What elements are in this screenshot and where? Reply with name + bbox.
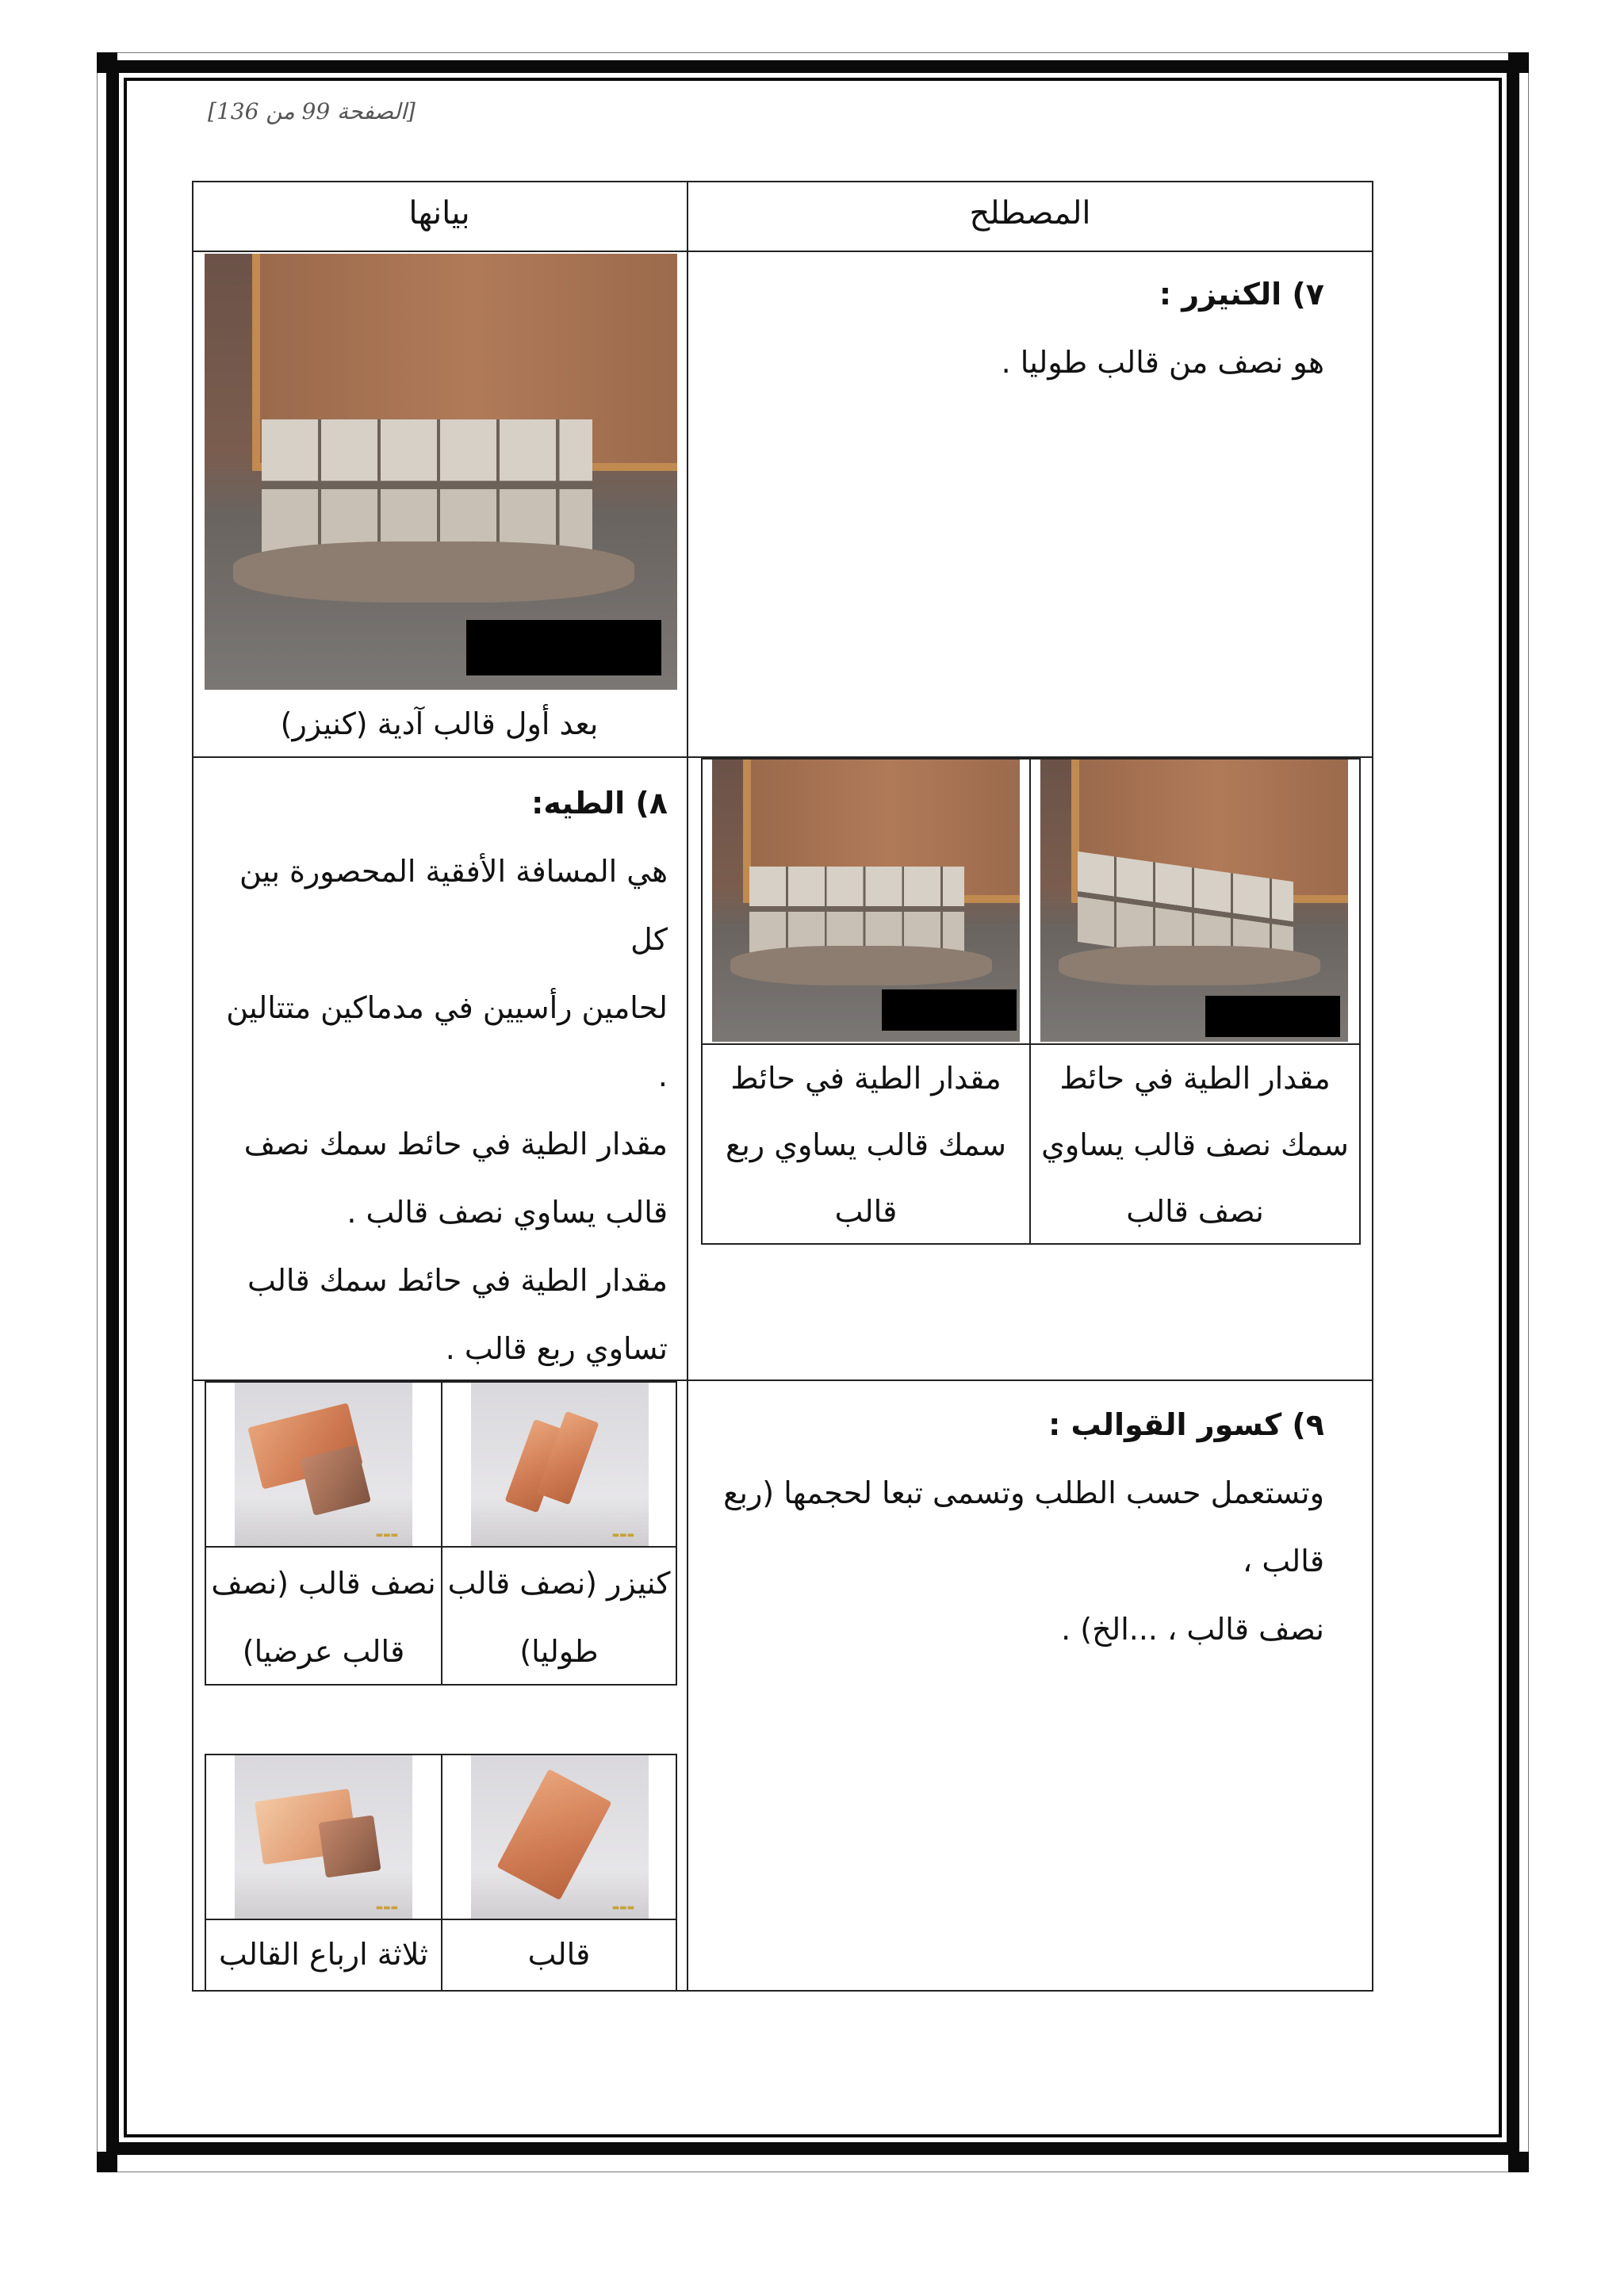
- frame-corner: [97, 52, 117, 73]
- header-term: المصطلح: [969, 195, 1091, 232]
- caption-lap-one-brick: مقدار الطية في حائط سمك قالب يساوي ربع قالب: [725, 1061, 1006, 1229]
- photo-brick-kinizer: [471, 1383, 649, 1546]
- brick-fragments-table-2: [205, 1754, 677, 1990]
- row-8-line-3: مقدار الطية في حائط سمك نصف: [243, 1127, 668, 1161]
- row-8-line-1: هي المسافة الأفقية المحصورة بين كل: [239, 854, 668, 957]
- label-brick-half-crosswise: نصف قالب (نصف قالب عرضيا): [211, 1566, 436, 1669]
- row-7-body: هو نصف من قالب طوليا .: [1001, 345, 1324, 380]
- photo-lap-half-brick-wall: [1040, 760, 1348, 1042]
- photo-kinizer-wall: [205, 254, 677, 690]
- frame-corner: [1508, 2152, 1529, 2172]
- photo-datestamp: ▬▬▬: [375, 1530, 399, 1540]
- caption-lap-half-brick: مقدار الطية في حائط سمك نصف قالب يساوي نصف قالب: [1041, 1061, 1349, 1229]
- redaction-box: [882, 989, 1017, 1031]
- page-number: [الصفحة 99 من 136]: [208, 98, 416, 124]
- row-8-line-4: قالب يساوي نصف قالب .: [347, 1195, 668, 1230]
- caption-kinizer: بعد أول قالب آدية (كنيزر): [280, 706, 599, 741]
- label-brick-three-quarters: ثلاثة ارباع القالب: [219, 1937, 428, 1972]
- redaction-box: [1205, 996, 1340, 1037]
- label-brick-kinizer: كنيزر (نصف قالب طوليا): [447, 1566, 671, 1669]
- row-7-title: ٧) الكنيزر :: [1159, 277, 1324, 312]
- row-9-title: ٩) كسور القوالب :: [1048, 1407, 1324, 1442]
- brick-fragments-table-1: [205, 1381, 677, 1686]
- label-brick-full: قالب: [527, 1937, 591, 1972]
- row-8-term: [208, 769, 668, 1383]
- frame-corner: [97, 2152, 117, 2172]
- row-9-term: [699, 1391, 1324, 1663]
- row-8-title: ٨) الطيه:: [531, 786, 668, 821]
- photo-lap-one-brick-wall: [712, 760, 1020, 1042]
- row-7-term: [699, 260, 1324, 396]
- row-9-line-2: نصف قالب ، ...الخ) .: [1061, 1612, 1324, 1647]
- photo-brick-full: [471, 1755, 649, 1919]
- header-description: بيانها: [408, 195, 470, 232]
- lap-images-table: [701, 758, 1361, 1245]
- photo-datestamp: ▬▬▬: [611, 1903, 635, 1912]
- photo-brick-half-crosswise: [235, 1383, 412, 1546]
- photo-brick-three-quarters: [235, 1755, 412, 1919]
- row-8-line-6: تساوي ربع قالب .: [445, 1331, 668, 1366]
- row-8-line-5: مقدار الطية في حائط سمك قالب: [247, 1263, 668, 1298]
- frame-corner: [1508, 52, 1529, 73]
- photo-datestamp: ▬▬▬: [375, 1903, 399, 1912]
- row-8-line-2: لحامين رأسيين في مدماكين متتالين .: [226, 990, 668, 1093]
- terms-table: [192, 181, 1373, 1993]
- row-9-line-1: وتستعمل حسب الطلب وتسمى تبعا لحجمها (ربع قالب ،: [723, 1475, 1324, 1578]
- photo-datestamp: ▬▬▬: [611, 1530, 635, 1540]
- redaction-box: [466, 620, 661, 675]
